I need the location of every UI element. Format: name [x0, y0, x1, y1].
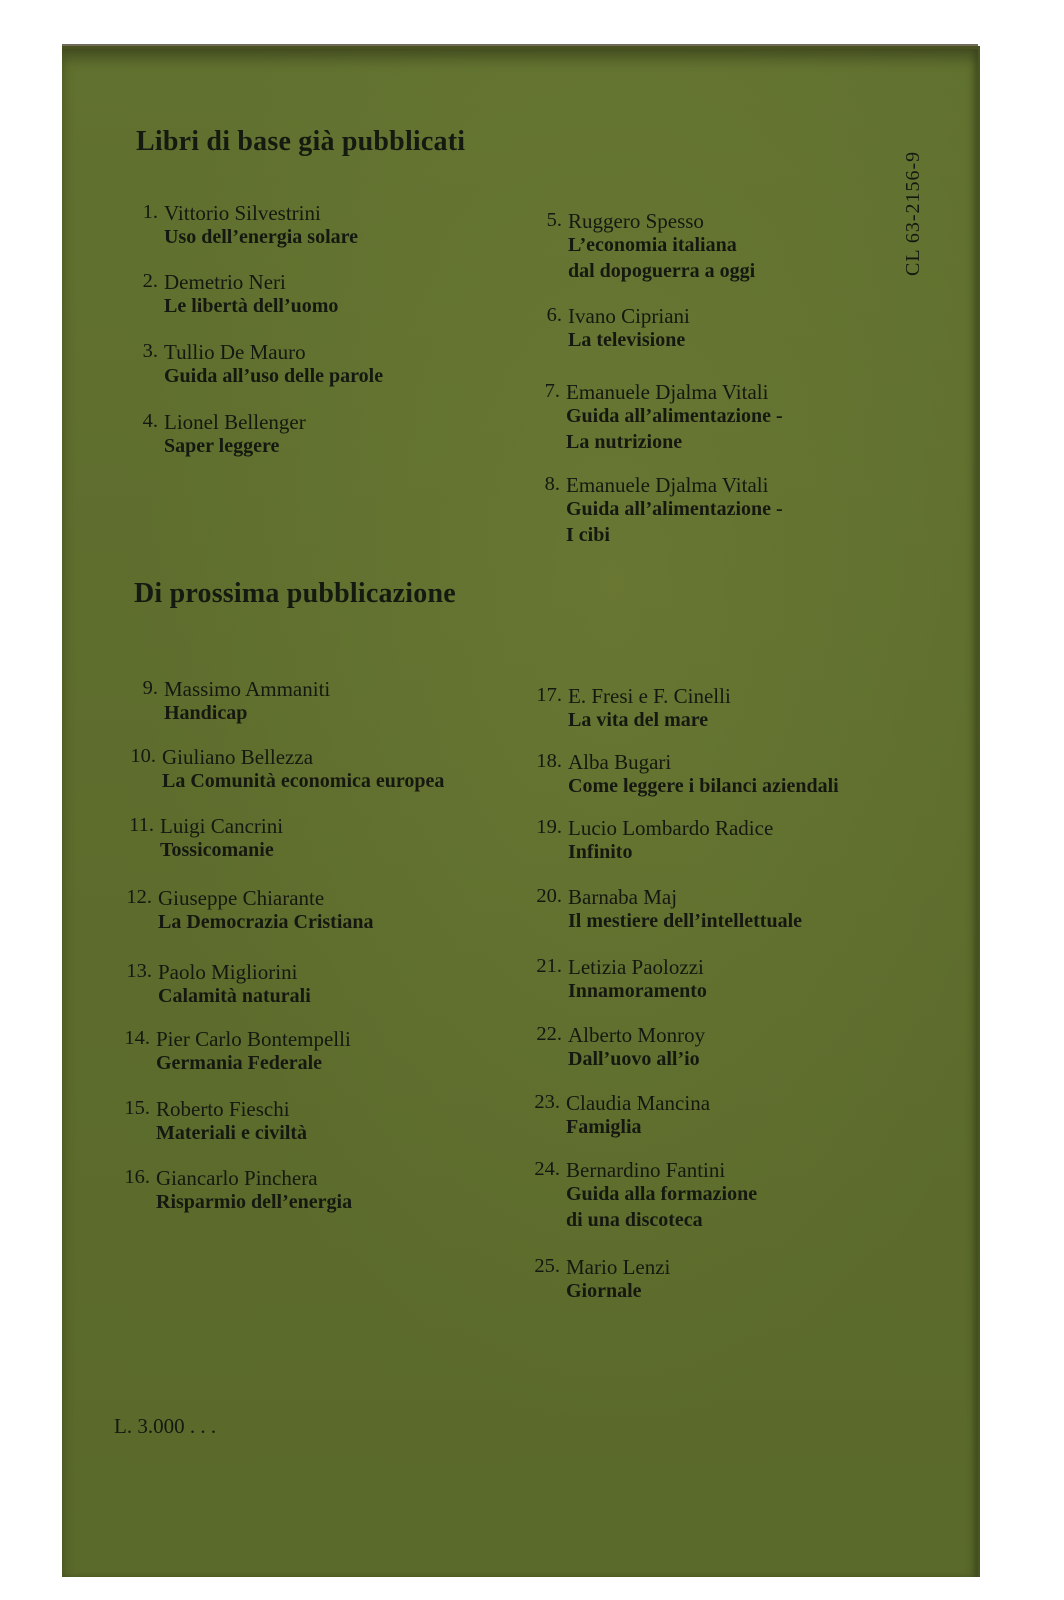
entry-author: Giuliano Bellezza [162, 745, 314, 769]
entry-number: 2. [142, 270, 158, 292]
entry-title: Handicap [164, 702, 248, 724]
entry-author: Ruggero Spesso [568, 209, 704, 233]
entry-number: 18. [536, 750, 562, 772]
entry-title: La televisione [568, 329, 686, 351]
entry-author: Demetrio Neri [164, 270, 286, 294]
entry-title: Uso dell’energia solare [164, 226, 359, 248]
entry-number: 22. [536, 1023, 562, 1045]
entry-author: Emanuele Djalma Vitali [566, 380, 769, 404]
upcoming-heading: Di prossima pubblicazione [134, 578, 456, 609]
entry-title: dal dopoguerra a oggi [568, 260, 756, 282]
entry-author: Luigi Cancrini [160, 814, 284, 838]
entry-title: Dall’uovo all’io [568, 1048, 700, 1070]
published-heading: Libri di base già pubblicati [136, 126, 466, 157]
entry-number: 4. [142, 410, 158, 432]
entry-number: 13. [126, 960, 152, 982]
entry-author: E. Fresi e F. Cinelli [568, 684, 731, 708]
entry-title: Guida all’uso delle parole [164, 365, 384, 387]
entry-number: 11. [129, 814, 154, 836]
entry-author: Vittorio Silvestrini [164, 201, 321, 225]
entry-number: 14. [124, 1027, 150, 1049]
entry-title: L’economia italiana [568, 234, 737, 256]
entry-number: 7. [544, 380, 560, 402]
entry-title: Guida alla formazione [566, 1183, 758, 1205]
entry-author: Claudia Mancina [566, 1091, 711, 1115]
entry-title: Germania Federale [156, 1052, 323, 1074]
entry-number: 25. [534, 1255, 560, 1277]
entry-author: Giancarlo Pinchera [156, 1166, 318, 1190]
entry-author: Massimo Ammaniti [164, 677, 331, 701]
catalog-code [902, 216, 922, 276]
entry-author: Lucio Lombardo Radice [568, 816, 774, 840]
entry-title: Guida all’alimentazione - [566, 405, 783, 427]
entry-title: Tossicomanie [160, 839, 274, 861]
entry-number: 10. [130, 745, 156, 767]
entry-author: Giuseppe Chiarante [158, 886, 325, 910]
entry-title: Materiali e civiltà [156, 1122, 308, 1144]
entry-author: Emanuele Djalma Vitali [566, 473, 769, 497]
entry-author: Tullio De Mauro [164, 340, 306, 364]
entry-author: Roberto Fieschi [156, 1097, 290, 1121]
entry-number: 3. [142, 340, 158, 362]
entry-title: Innamoramento [568, 980, 707, 1002]
entry-title: Giornale [566, 1280, 642, 1302]
entry-title: Calamità naturali [158, 985, 311, 1007]
entry-title: Infinito [568, 841, 633, 863]
entry-title: Guida all’alimentazione - [566, 498, 783, 520]
entry-author: Ivano Cipriani [568, 304, 690, 328]
entry-author: Alba Bugari [568, 750, 672, 774]
entry-number: 5. [546, 209, 562, 231]
entry-title: Risparmio dell’energia [156, 1191, 353, 1213]
entry-title: Famiglia [566, 1116, 642, 1138]
entry-number: 20. [536, 885, 562, 907]
entry-author: Paolo Migliorini [158, 960, 298, 984]
entry-title: La nutrizione [566, 431, 683, 453]
price: L. 3.000 . . . [114, 1414, 217, 1438]
entry-number: 17. [536, 684, 562, 706]
entry-number: 19. [536, 816, 562, 838]
entry-title: Le libertà dell’uomo [164, 295, 339, 317]
entry-title: La vita del mare [568, 709, 709, 731]
entry-title: di una discoteca [566, 1209, 703, 1231]
entry-author: Alberto Monroy [568, 1023, 706, 1047]
entry-title: La Comunità economica europea [162, 770, 445, 792]
entry-title: Come leggere i bilanci aziendali [568, 775, 839, 797]
entry-number: 9. [142, 677, 158, 699]
entry-number: 6. [546, 304, 562, 326]
entry-author: Mario Lenzi [566, 1255, 671, 1279]
entry-number: 16. [124, 1166, 150, 1188]
entry-number: 24. [534, 1158, 560, 1180]
entry-number: 21. [536, 955, 562, 977]
entry-number: 8. [544, 473, 560, 495]
entry-title: I cibi [566, 524, 610, 546]
entry-number: 1. [142, 201, 158, 223]
entry-title: Saper leggere [164, 435, 280, 457]
entry-number: 15. [124, 1097, 150, 1119]
entry-author: Lionel Bellenger [164, 410, 306, 434]
entry-author: Barnaba Maj [568, 885, 678, 909]
entry-title: La Democrazia Cristiana [158, 911, 374, 933]
entry-author: Letizia Paolozzi [568, 955, 704, 979]
entry-author: Bernardino Fantini [566, 1158, 726, 1182]
entry-title: Il mestiere dell’intellettuale [568, 910, 803, 932]
entry-number: 12. [126, 886, 152, 908]
entry-author: Pier Carlo Bontempelli [156, 1027, 351, 1051]
entry-number: 23. [534, 1091, 560, 1113]
